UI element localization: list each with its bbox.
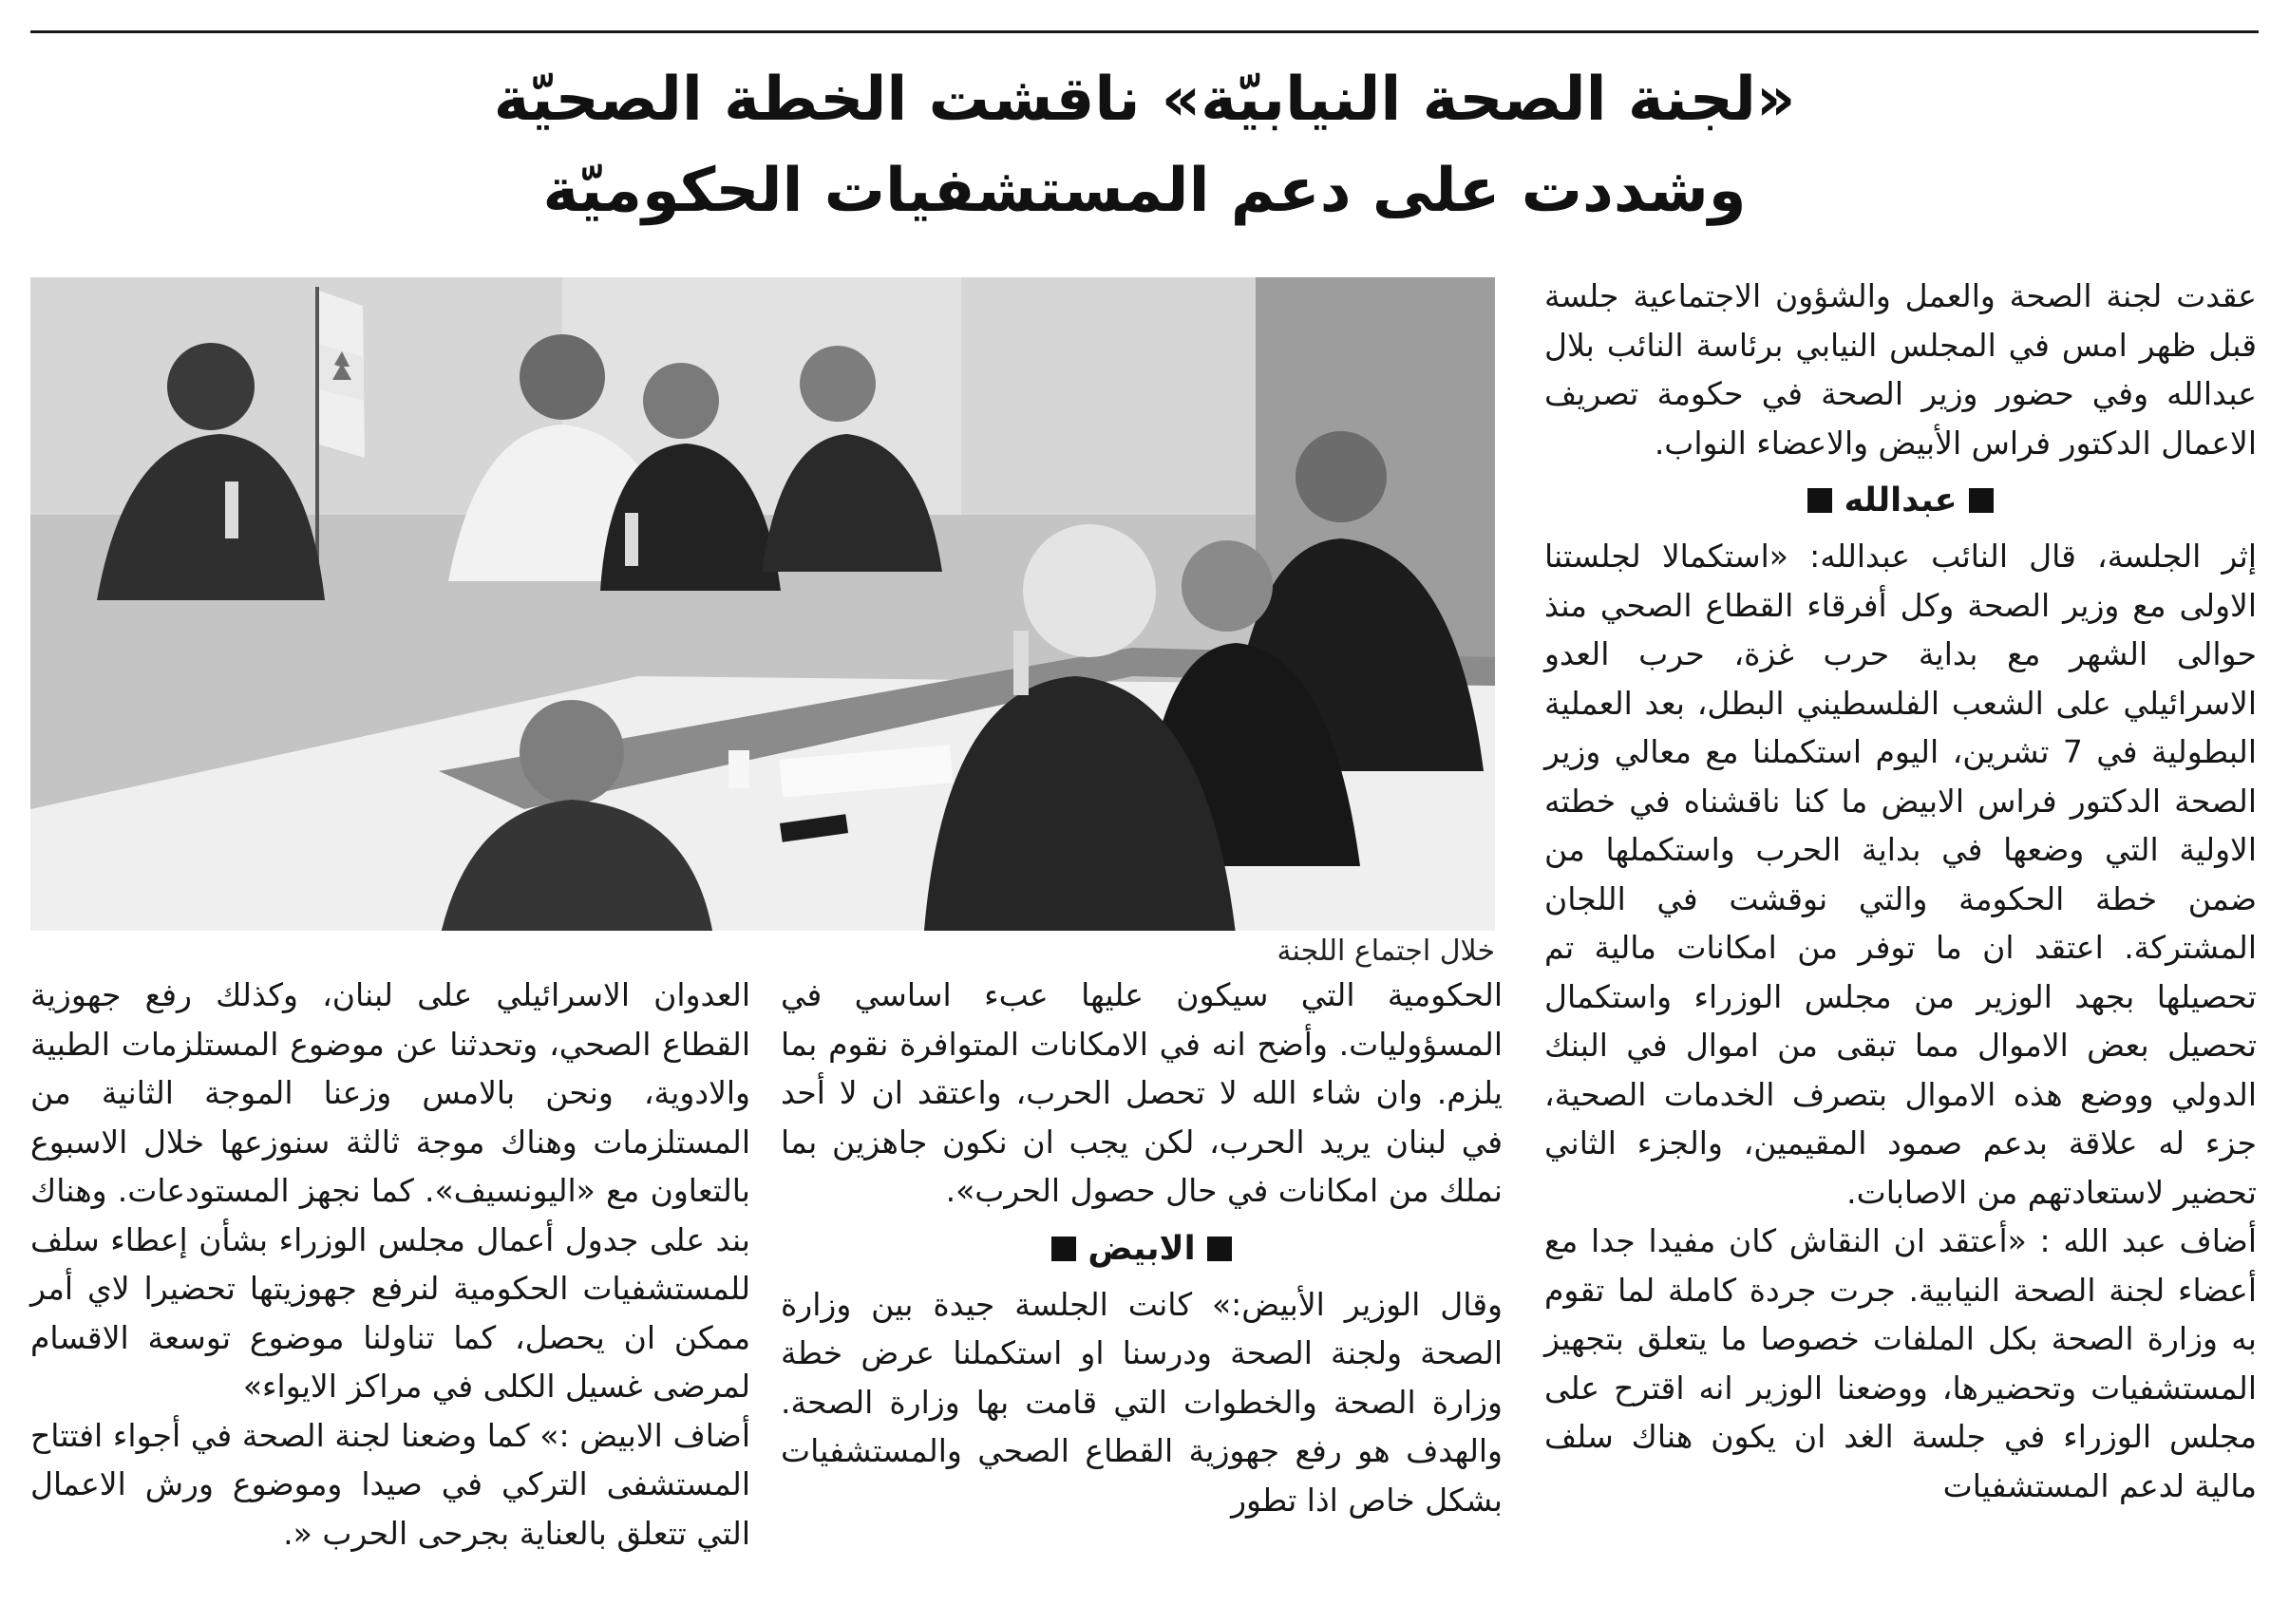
article-paragraph: العدوان الاسرائيلي على لبنان، وكذلك رفع جهوزية القطاع الصحي، وتحدثنا عن موضوع المستلزمات الطبية والادوية، ونحن بالامس وزعنا الموجة الثانية من المستلزمات وهناك موجة ثالثة سنوزعها خلال الاسبوع بالتعاون مع «اليونسيف». كما نجهز المستودعات. وهناك بند على جدول أعمال مجلس الوزراء بشأن إعطاء سلف للمستشفيات الحكومية لنرفع جهوزيتها تحضيرا لاي أمر ممكن ان يحصل، كما تناولنا موضوع توسعة الاقسام لمرضى غسيل الكلى في مراكز الايواء» [30,976,750,1405]
top-rule [30,30,2259,33]
headline-line-1: «لجنة الصحة النيابيّة» ناقشت الخطة الصحيّة [493,65,1796,135]
subhead-abdallah-label: عبدالله [1844,482,1958,519]
article-paragraph: أضاف الابيض :» كما وضعنا لجنة الصحة في أجواء افتتاح المستشفى التركي في صيدا وموضوع ورش الاعمال التي تتعلق بالعناية بجرحى الحرب «. [30,1416,750,1552]
square-bullet-icon [1207,1237,1232,1261]
article-column-middle [781,971,1503,1524]
subhead-abdallah [1544,473,2257,528]
article-paragraph: أضاف عبد الله : «أعتقد ان النقاش كان مفيدا جدا مع أعضاء لجنة الصحة النيابية. جرت جردة كاملة لما تقوم به وزارة الصحة بكل الملفات خصوصا ما يتعلق بتجهيز المستشفيات وتحضيرها، ووضعنا الوزير انه اقترح على مجلس الوزراء في جلسة الغد ان يكون هناك سلف مالية لدعم المستشفيات [1544,1222,2257,1504]
article-column-left [30,971,750,1558]
square-bullet-icon [1969,488,1994,513]
square-bullet-icon [1807,488,1832,513]
meeting-photo [30,277,1495,931]
article-paragraph: إثر الجلسة، قال النائب عبدالله: «استكمالا لجلستنا الاولى مع وزير الصحة وكل أفرقاء القطاع الصحي منذ حوالى الشهر مع بداية حرب غزة، حرب العدو الاسرائيلي على الشعب الفلسطيني البطل، بعد العملية البطولية في 7 تشرين، اليوم استكملنا مع معالي وزير الصحة الدكتور فراس الابيض ما كنا ناقشناه في خطته الاولية التي وضعها في بداية الحرب واستكملها من ضمن خطة الحكومة والتي نوقشت في اللجان المشتركة. اعتقد ان ما توفر من امكانات مالية تم تحصيلها بجهد الوزير من مجلس الوزراء واستكمال تحصيل بعض الاموال مما تبقى من اموال في البنك الدولي ووضع هذه الاموال بتصرف الخدمات الصحية، جزء له علاقة بدعم صمود المقيمين، والجزء الثاني تحضير لاستعادتهم من الاصابات. [1544,538,2257,1211]
article-paragraph: وقال الوزير الأبيض:» كانت الجلسة جيدة بين وزارة الصحة ولجنة الصحة ودرسنا او استكملنا عرض خطة وزارة الصحة والخطوات التي قامت بها وزارة الصحة. والهدف هو رفع جهوزية القطاع الصحي والمستشفيات بشكل خاص اذا تطور [781,1285,1503,1519]
meeting-photo-illustration [30,277,1495,931]
article-column-right [1544,272,2257,1510]
square-bullet-icon [1051,1237,1076,1261]
headline-line-2: وشددت على دعم المستشفيات الحكوميّة [542,156,1747,226]
article-intro: عقدت لجنة الصحة والعمل والشؤون الاجتماعية جلسة قبل ظهر امس في المجلس النيابي برئاسة النائب بلال عبدالله وفي حضور وزير الصحة في حكومة تصريف الاعمال الدكتور فراس الأبيض والاعضاء النواب. [1544,277,2257,462]
article-paragraph: الحكومية التي سيكون عليها عبء اساسي في المسؤوليات. وأضح انه في الامكانات المتوافرة نقوم بما يلزم. وان شاء الله لا تحصل الحرب، واعتقد ان لا أحد في لبنان يريد الحرب، لكن يجب ان نكون جاهزين بما نملك من امكانات في حال حصول الحرب». [781,976,1503,1209]
subhead-abiad [781,1221,1503,1276]
photo-caption: خلال اجتماع اللجنة [1277,935,1495,968]
subhead-abiad-label: الابيض [1088,1229,1196,1268]
